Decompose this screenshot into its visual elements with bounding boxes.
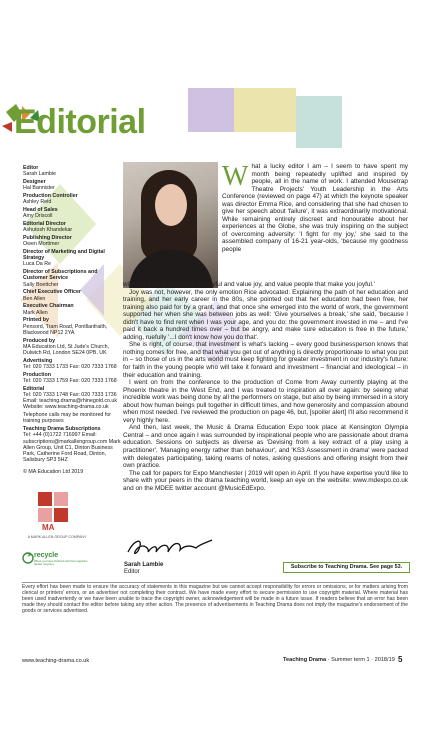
masthead-name: Pensord, Tram Road, Pontllanfraith, Blackwood NP12 2YA: [23, 323, 108, 336]
masthead-role: Editorial: [23, 385, 45, 392]
masthead-role: Chief Executive Officer: [23, 289, 81, 296]
masthead-name: Ashley Reid: [23, 199, 52, 206]
masthead-name: Luca Da Re: [23, 261, 51, 268]
masthead-role: Advertising: [23, 357, 53, 364]
masthead-name: Tel: 020 7333 1733 Fax: 020 7333 1768: [23, 364, 117, 371]
divider: [22, 582, 408, 583]
shape-yellow-top: [234, 88, 296, 132]
masthead-role: Head of Sales: [23, 207, 58, 213]
masthead-role: Production Controller: [23, 193, 78, 199]
recycle-label: recycle: [34, 552, 59, 559]
masthead-role: Executive Chairman: [23, 303, 74, 310]
masthead-role: Director of Marketing and Digital Strategy: [23, 249, 105, 262]
footer-issue-text: · Summer term 1 · 2018/19: [326, 657, 395, 663]
masthead-name: Ben Allen: [23, 295, 46, 302]
masthead-role: Editorial Director: [23, 221, 66, 227]
masthead-role: Editor: [23, 165, 39, 171]
paragraph-3: She is right, of course, that investment is what's lacking – every good businessperson knows that nothing comes for free, and that what you get out of anything is directly proportionate to what you put in – so those of us in the arts world must keep fighting for greater investment in our industry's future: for faith in the young people who will take it forward and investment – financial and ideological – in their education and training.: [123, 341, 408, 379]
masthead-role: Director of Subscriptions and Customer Service: [23, 269, 98, 282]
paragraph-5: And then, last week, the Music & Drama Education Expo took place at Kensington Olympia Central – and once again I was surrounded by inspirational people who are passionate about drama education. Sessions on subjects as diverse as 'Devising from a key extract of a play using a practitioner', 'Managing energy rather than behaviour', and 'KS3 Assessment in drama' were packed with delegates participating, taking reams of notes, asking questions and offering insight from their own practice.: [123, 424, 408, 470]
paragraph-6: The call for papers for Expo Manchester | 2019 will open in April. If you have expertise you'd like to share with your peers in the drama teaching world, keep an eye on the website: www.mdexpo.co.uk and on the MDEE twitter account @MusicEdExpo.: [123, 469, 408, 492]
page-number: 5: [398, 655, 403, 664]
masthead-name: Tel: 020 7333 1759 Fax: 020 7333 1768: [23, 378, 117, 385]
masthead-role: Designer: [23, 179, 46, 185]
masthead-name: Ashutosh Khandekar: [23, 227, 73, 234]
svg-text:MA: MA: [42, 523, 55, 532]
copyright: © MA Education Ltd 2019: [23, 469, 84, 476]
masthead-name: Amy Driscoll: [23, 213, 53, 220]
paragraph-4: I went on from the conference to the production of Come from Away currently playing at the Phoenix theatre in the West End, and I was treated to inspiration all over again: by seeing what incredible work was being done by all the performers on stage, but also by being immersed in a story about how human beings pull together in difficult times, and how generosity and compassion abound when most needed. I've reviewed the production on page 46, but, [spoiler alert] I'll also recommend it very highly here.: [123, 379, 408, 424]
disclaimer: Every effort has been made to ensure the accuracy of statements in this magazine but we cannot accept responsibility for errors or omissions, or for matters arising from clerical or printers' errors, or an advertiser not completing their contract. We have made every effort to secure permission to use copyright material. Where material has been used inadvertently or we have been unable to trace the copyright owner, acknowledgement will be made in a future issue. If readers believe that an error has been made they should contact the editor before taking any other action. The presence of advertisements in Teaching Drama does not imply the magazine's endorsement of the goods or services advertised.: [22, 584, 408, 614]
masthead-name: MA Education Ltd, St Jude's Church, Dulwich Rd, London SE24 0PB, UK: [23, 343, 110, 357]
footer-issue: [283, 657, 395, 663]
masthead-name: Telephone calls may be monitored for training purposes: [23, 412, 112, 425]
masthead-role: Production: [23, 371, 51, 378]
footer-magazine: Teaching Drama: [283, 657, 327, 663]
shape-purple-top: [188, 88, 234, 132]
shape-teal-top: [296, 96, 342, 148]
signature-image: [124, 534, 214, 560]
masthead-name: Sally Boettcher: [23, 281, 59, 288]
ma-company-text: A MARK ALLEN GROUP COMPANY: [27, 535, 87, 539]
masthead-name: Tel: +44 (0)1722 716997 Email: subscriptions@markallengroup.com Mark Allen Group, Unit C1, Dinton Business Park, Catherine Ford Road, Dinton, Salisbury SP3 5HZ: [23, 432, 121, 464]
recycle-sub: When you have finished with this magazine please recycle it.: [34, 559, 88, 567]
recycle-icon: [22, 552, 34, 564]
masthead: [23, 165, 123, 476]
editor-photo: [123, 162, 218, 288]
subscribe-box[interactable]: Subscribe to Teaching Drama. See page 53.: [283, 562, 410, 573]
paragraph-1-rest: will take it away from you. Be joyful and value joy, and value people that make you joyful.': [123, 281, 375, 288]
masthead-role: Teaching Drama Subscriptions: [23, 426, 101, 433]
signoff-role: Editor: [124, 569, 140, 575]
paragraph-1-part: hat a lucky editor I am – I seem to have spent my month being repeatedly uplifted and inspired by people, all in the name of work. I attended Mousetrap Theatre Projects' Youth Leadership in the Arts Conference (reviewed on page 47) at which the keynote speaker was director Emma Rice, and considering that she had chosen to give her speech about 'failure', it was extraordinarily motivational. While remaining entirely discreet and honourable about her experiences at the Globe, she was truly inspiring on the subject of overcoming adversity: 'I fight for my joy,' she said to the assembled company of 16-21 year-olds, 'because my goodness people: [222, 163, 408, 254]
masthead-role: Printed by: [23, 317, 49, 324]
editorial-column-bottom: [123, 281, 408, 492]
masthead-role: Produced by: [23, 337, 56, 344]
signoff-name: Sarah Lambie: [124, 562, 164, 568]
masthead-name: Sarah Lambie: [23, 171, 56, 178]
masthead-name: Owen Mortimer: [23, 241, 60, 248]
ma-education-logo: [34, 492, 82, 532]
editorial-column-top: [222, 163, 408, 254]
masthead-name: Mark Allen: [23, 309, 48, 316]
page-title: Editorial: [14, 103, 146, 141]
paragraph-2: Joy was not, however, the only emotion Rice advocated. Explaining the path of her education and training, and her early career in the 80s, she pointed out that her education had been free, her training also paid for by a grant, and that once she emerged into the world of work, the government supported her when she was between jobs as well: 'Give yourselves a break,' she said, 'because I didn't have to find rent when I was your age, and you do: the government invested in me – and I've paid it back a hundred times over – but be angry, and make sure education is free in the future,' adding, ruefully '...I don't know how you do that'.: [123, 288, 408, 341]
dropcap: W: [222, 161, 249, 192]
masthead-role: Publishing Director: [23, 235, 72, 241]
masthead-name: Tel: 020 7333 1748 Fax: 020 7333 1736 Email: teaching.drama@rhinegold.co.uk Website: www.teaching-drama.co.uk: [23, 392, 118, 411]
footer-website[interactable]: www.teaching-drama.co.uk: [22, 658, 90, 664]
masthead-name: Hal Bannister: [23, 185, 55, 192]
